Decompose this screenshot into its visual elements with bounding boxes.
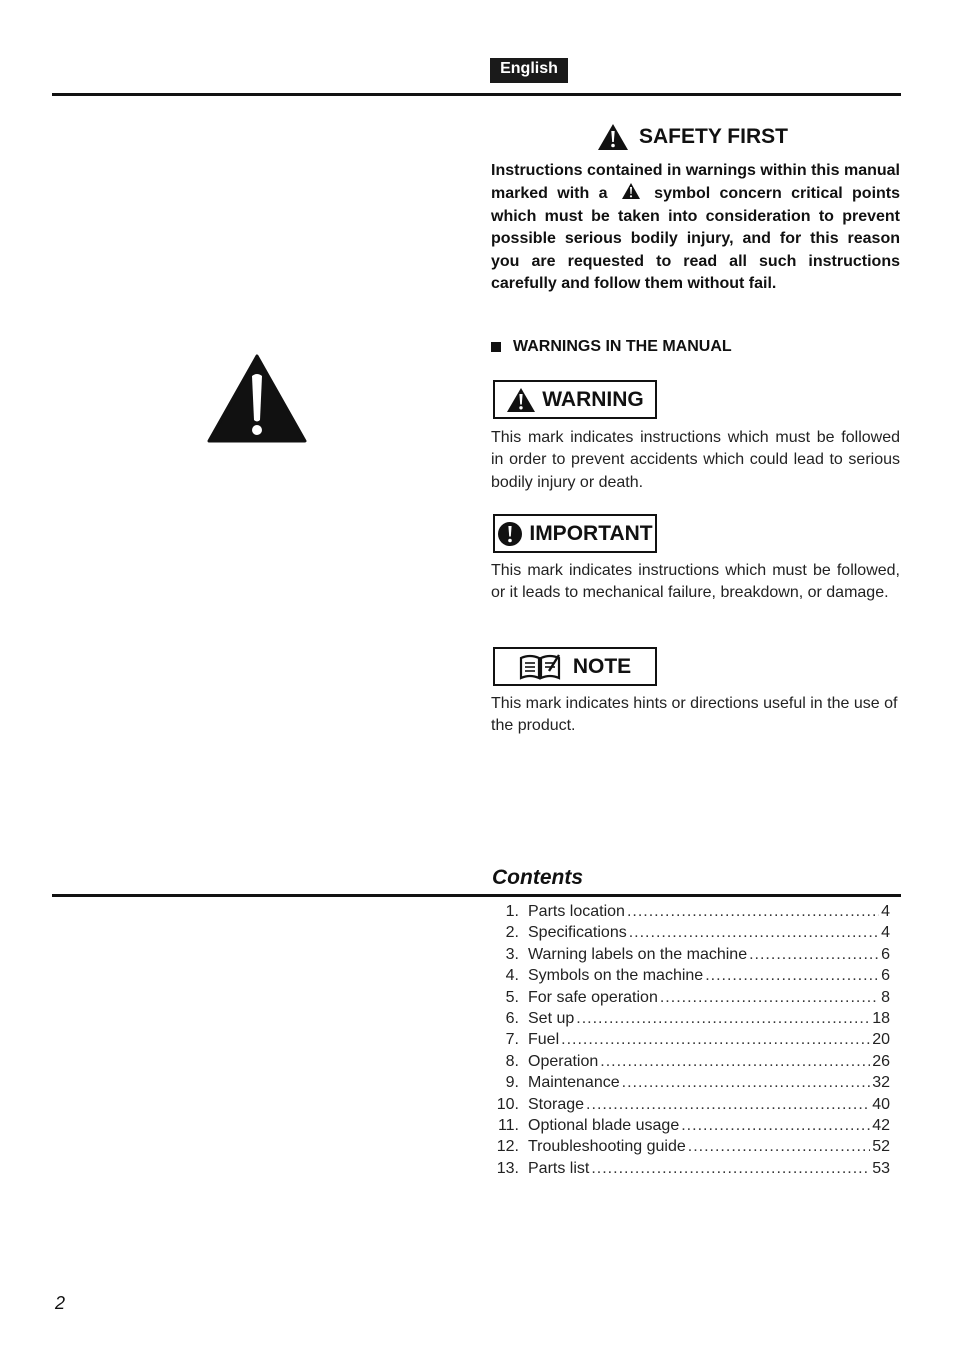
toc-number: 1. (505, 903, 519, 920)
warnings-section-heading (491, 338, 732, 356)
toc-leader (586, 1096, 870, 1114)
toc-leader (591, 1160, 870, 1178)
toc-label: Parts location (528, 903, 625, 920)
toc-item[interactable] (491, 1117, 890, 1138)
important-description: This mark indicates instructions which must be followed, or it leads to mechanical failure, breakdown, or damage. (491, 562, 900, 602)
toc-item[interactable] (491, 1031, 890, 1052)
toc-page: 26 (872, 1052, 890, 1070)
toc-page: 6 (881, 967, 890, 985)
safety-intro-paragraph (491, 160, 900, 295)
toc-label: For safe operation (528, 988, 658, 1006)
warning-triangle-icon (621, 182, 641, 200)
note-badge (493, 647, 657, 686)
toc-item[interactable] (491, 989, 890, 1010)
note-description: This mark indicates hints or directions useful in the use of the product. (491, 695, 898, 735)
toc-item[interactable] (491, 1096, 890, 1117)
toc-label: Specifications (528, 924, 627, 942)
toc-label: Storage (528, 1095, 585, 1113)
toc-leader (629, 924, 879, 942)
toc-page: 6 (881, 945, 890, 963)
toc-leader (705, 967, 879, 985)
toc-item[interactable] (491, 946, 890, 967)
toc-number: 8. (505, 1052, 519, 1070)
toc-number: 10. (496, 1095, 519, 1113)
toc-leader (600, 1053, 870, 1071)
language-tab: English (490, 58, 568, 83)
toc-item[interactable] (491, 1138, 890, 1159)
toc-number: 12. (496, 1138, 519, 1156)
toc-leader (749, 946, 879, 964)
page-number: 2 (55, 1293, 66, 1313)
toc-label: Fuel (528, 1031, 560, 1049)
toc-page: 32 (872, 1074, 890, 1092)
toc-leader (660, 989, 879, 1007)
toc-label: Warning labels on the machine (528, 945, 748, 963)
contents-title: Contents (492, 866, 583, 889)
toc-leader (681, 1117, 870, 1135)
toc-number: 7. (505, 1031, 519, 1049)
toc-item[interactable] (491, 1160, 890, 1181)
toc-page: 42 (872, 1116, 890, 1134)
toc-label: Maintenance (528, 1074, 620, 1092)
toc-leader (688, 1138, 870, 1156)
open-book-icon (519, 653, 561, 681)
toc-number: 6. (505, 1009, 519, 1027)
warning-triangle-icon (597, 123, 629, 151)
warning-label: WARNING (542, 387, 644, 411)
intro-text-2: symbol concern critical points which must be taken into consideration to prevent possible serious bodily injury, and for this reason you are requested to read all such instructions carefully and follow them without fail. (491, 185, 901, 293)
toc-leader (576, 1010, 870, 1028)
toc-label: Operation (528, 1052, 599, 1070)
toc-number: 13. (496, 1159, 519, 1177)
toc-page: 40 (872, 1095, 890, 1113)
toc-item[interactable] (491, 924, 890, 945)
toc-number: 11. (497, 1116, 519, 1134)
toc-number: 9. (505, 1074, 519, 1092)
warnings-heading-label: WARNINGS IN THE MANUAL (513, 338, 732, 355)
toc-number: 2. (505, 924, 519, 942)
warning-triangle-icon (207, 354, 307, 443)
intro-text-1: Instructions contained in warnings within this manual marked with a (491, 162, 900, 203)
warning-badge (493, 380, 657, 419)
table-of-contents (491, 903, 890, 1181)
toc-number: 3. (505, 945, 519, 963)
important-label: IMPORTANT (529, 521, 653, 545)
toc-label: Optional blade usage (528, 1116, 680, 1134)
toc-item[interactable] (491, 1074, 890, 1095)
header-rule (52, 93, 901, 96)
toc-label: Symbols on the machine (528, 967, 704, 985)
safety-first-title (597, 121, 788, 153)
toc-page: 53 (872, 1159, 890, 1177)
toc-label: Troubleshooting guide (528, 1138, 686, 1156)
toc-page: 20 (872, 1031, 890, 1049)
toc-page: 4 (881, 924, 890, 942)
toc-number: 5. (505, 988, 519, 1006)
toc-label: Set up (528, 1009, 575, 1027)
toc-leader (622, 1074, 871, 1092)
note-label: NOTE (572, 654, 632, 678)
warning-triangle-icon (506, 387, 536, 413)
toc-page: 52 (872, 1138, 890, 1156)
toc-number: 4. (505, 967, 519, 985)
toc-item[interactable] (491, 1010, 890, 1031)
toc-page: 4 (881, 903, 890, 920)
toc-leader (561, 1031, 870, 1049)
toc-page: 18 (872, 1009, 890, 1027)
toc-item[interactable] (491, 903, 890, 924)
toc-label: Parts list (528, 1159, 590, 1177)
toc-item[interactable] (491, 967, 890, 988)
exclamation-circle-icon (497, 521, 523, 547)
important-badge (493, 514, 657, 553)
toc-page: 8 (881, 988, 890, 1006)
safety-first-label: SAFETY FIRST (639, 125, 788, 148)
contents-rule (52, 894, 901, 897)
toc-item[interactable] (491, 1053, 890, 1074)
square-bullet-icon (491, 342, 501, 352)
toc-leader (627, 903, 879, 921)
warning-description: This mark indicates instructions which must be followed in order to prevent accidents which could lead to serious bodily injury or death. (491, 429, 900, 491)
